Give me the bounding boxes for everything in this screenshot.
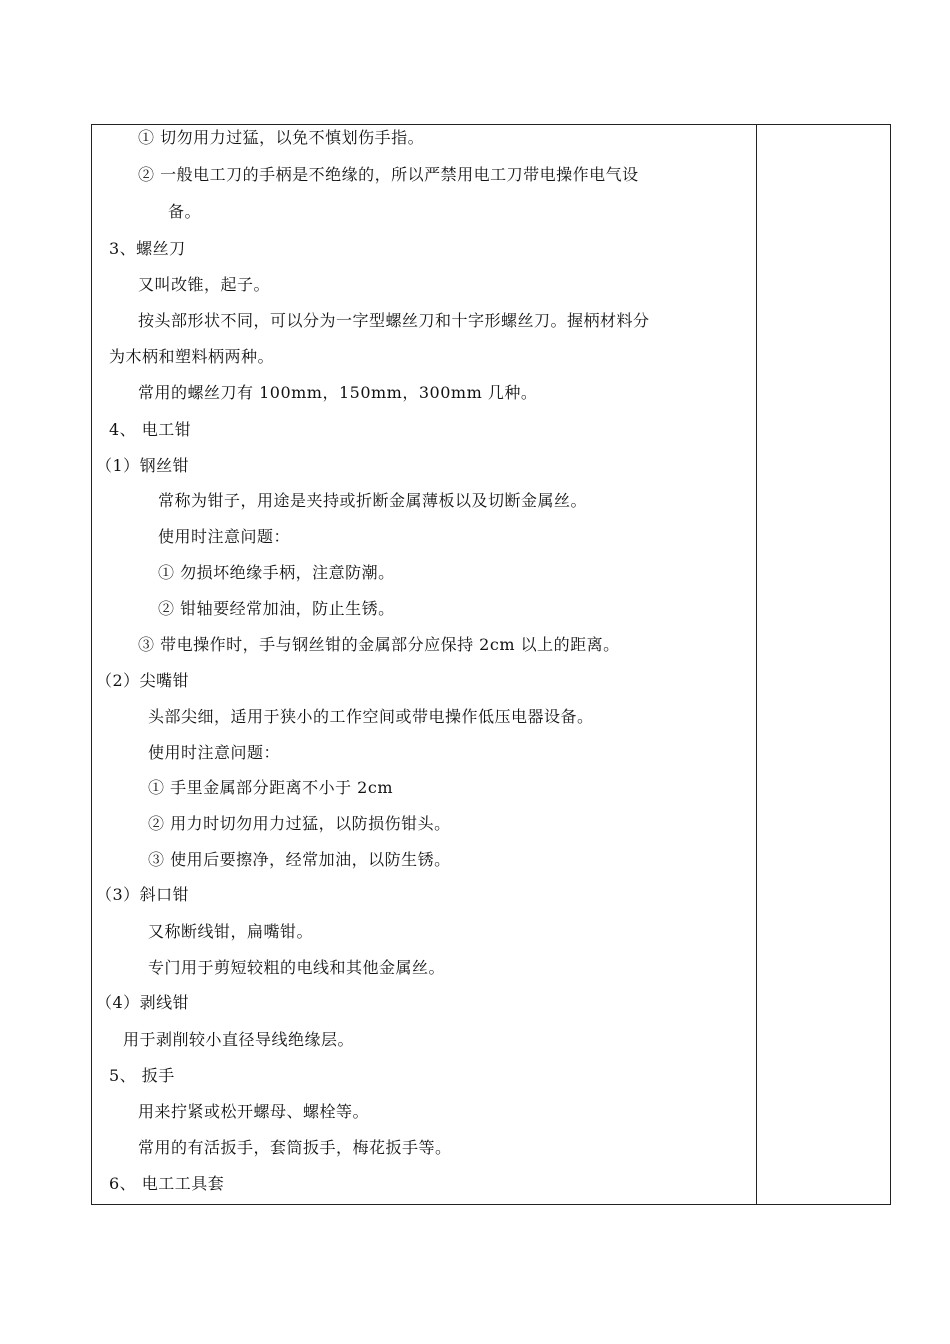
notes-cell bbox=[757, 125, 890, 1204]
content-cell bbox=[92, 125, 756, 1204]
text-line: 常用的螺丝刀有 100mm，150mm，300mm 几种。 bbox=[138, 383, 538, 402]
text-line: 又称断线钳，扁嘴钳。 bbox=[148, 922, 314, 941]
text-line: 备。 bbox=[168, 202, 202, 221]
text-line: （1）钢丝钳 bbox=[96, 456, 190, 475]
text-line: 又叫改锥，起子。 bbox=[138, 275, 271, 294]
text-line: ① 手里金属部分距离不小于 2cm bbox=[148, 778, 393, 797]
document-table bbox=[91, 124, 891, 1205]
text-line: 用来拧紧或松开螺母、螺栓等。 bbox=[138, 1102, 370, 1121]
text-line: ① 勿损坏绝缘手柄，注意防潮。 bbox=[158, 563, 395, 582]
text-line: 3、螺丝刀 bbox=[109, 239, 186, 258]
text-line: 头部尖细，适用于狭小的工作空间或带电操作低压电器设备。 bbox=[148, 707, 594, 726]
text-line: ① 切勿用力过猛，以免不慎划伤手指。 bbox=[138, 128, 425, 147]
text-line: 4、 电工钳 bbox=[109, 420, 192, 439]
text-line: （2）尖嘴钳 bbox=[96, 671, 190, 690]
text-line: 常称为钳子，用途是夹持或折断金属薄板以及切断金属丝。 bbox=[158, 491, 588, 510]
text-line: 使用时注意问题： bbox=[158, 527, 291, 546]
text-line: ② 用力时切勿用力过猛，以防损伤钳头。 bbox=[148, 814, 451, 833]
text-line: ② 钳轴要经常加油，防止生锈。 bbox=[158, 599, 395, 618]
text-line: 为木柄和塑料柄两种。 bbox=[109, 347, 275, 366]
text-line: ② 一般电工刀的手柄是不绝缘的，所以严禁用电工刀带电操作电气设 bbox=[138, 165, 639, 184]
text-line: （3）斜口钳 bbox=[96, 885, 190, 904]
text-line: 5、 扳手 bbox=[109, 1066, 175, 1085]
text-line: 按头部形状不同，可以分为一字型螺丝刀和十字形螺丝刀。握柄材料分 bbox=[138, 311, 650, 330]
text-line: 常用的有活扳手，套筒扳手，梅花扳手等。 bbox=[138, 1138, 452, 1157]
text-line: 6、 电工工具套 bbox=[109, 1174, 225, 1193]
text-line: 使用时注意问题： bbox=[148, 743, 281, 762]
text-line: 用于剥削较小直径导线绝缘层。 bbox=[123, 1030, 355, 1049]
text-line: 专门用于剪短较粗的电线和其他金属丝。 bbox=[148, 958, 446, 977]
text-line: （4）剥线钳 bbox=[96, 993, 190, 1012]
text-line: ③ 使用后要擦净，经常加油，以防生锈。 bbox=[148, 850, 451, 869]
text-line: ③ 带电操作时，手与钢丝钳的金属部分应保持 2cm 以上的距离。 bbox=[138, 635, 620, 654]
